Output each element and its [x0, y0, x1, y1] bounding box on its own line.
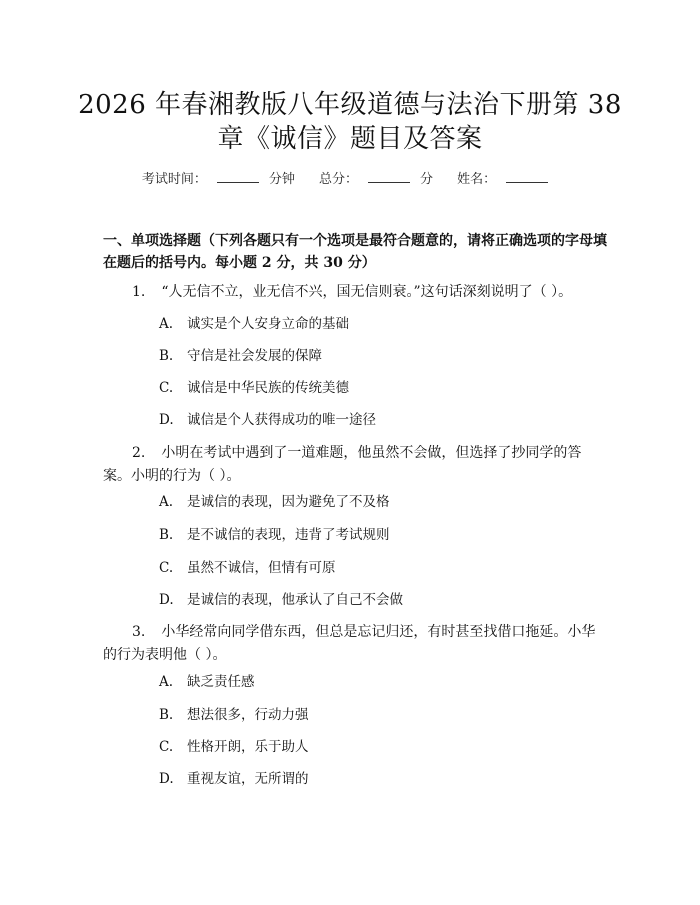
question-1-option-b	[159, 346, 322, 366]
exam-time-blank	[217, 170, 259, 183]
exam-time-unit: 分钟	[268, 172, 295, 187]
option-letter: D.	[159, 771, 174, 787]
question-2-text: 小明在考试中遇到了一道难题，他虽然不会做，但选择了抄同学的答案。小明的行为（ ）。	[103, 445, 582, 484]
question-3-number: 3.	[132, 624, 146, 640]
option-text: 想法很多，行动力强	[187, 707, 309, 723]
exam-score-blank	[368, 170, 410, 183]
option-letter: B.	[159, 527, 174, 543]
question-1-number: 1.	[132, 284, 146, 300]
option-letter: A.	[159, 494, 174, 510]
question-3-text: 小华经常向同学借东西，但总是忘记归还，有时甚至找借口拖延。小华的行为表明他（ ）。	[103, 624, 596, 663]
option-text: 性格开朗，乐于助人	[187, 739, 309, 755]
exam-name-field	[457, 172, 558, 187]
exam-time-field	[142, 172, 299, 187]
page-title-line-1: 2026 年春湘教版八年级道德与法治下册第 38	[78, 90, 622, 120]
exam-score-label: 总分：	[318, 172, 358, 187]
question-1-text: “人无信不立，业无信不兴，国无信则衰。”这句话深刻说明了（ ）。	[161, 284, 573, 300]
exam-time-label: 考试时间：	[141, 172, 207, 187]
question-3-option-b	[159, 705, 309, 725]
option-text: 诚信是中华民族的传统美德	[187, 380, 349, 396]
exam-name-label: 姓名：	[457, 172, 497, 187]
option-letter: B.	[159, 707, 174, 723]
option-letter: D.	[159, 412, 174, 428]
exam-score-field	[319, 172, 437, 187]
option-letter: C.	[159, 739, 174, 755]
option-letter: A.	[159, 674, 174, 690]
question-3-stem	[103, 621, 608, 667]
exam-score-unit: 分	[420, 172, 434, 187]
question-2-number: 2.	[132, 445, 146, 461]
question-1-option-d	[159, 410, 376, 430]
option-text: 是不诚信的表现，违背了考试规则	[187, 527, 390, 543]
exam-info-row	[0, 168, 700, 187]
option-text: 是诚信的表现，他承认了自己不会做	[187, 592, 403, 608]
exam-name-blank	[506, 170, 548, 183]
option-text: 缺乏责任感	[187, 674, 255, 690]
question-2-option-a	[159, 492, 390, 512]
option-text: 诚实是个人安身立命的基础	[187, 316, 349, 332]
option-letter: C.	[159, 380, 174, 396]
question-3-option-c	[159, 737, 309, 757]
option-text: 守信是社会发展的保障	[187, 348, 322, 364]
page-title-line-2: 章《诚信》题目及答案	[217, 124, 483, 154]
option-letter: D.	[159, 592, 174, 608]
option-text: 虽然不诚信，但情有可原	[187, 560, 336, 576]
question-2-option-d	[159, 590, 403, 610]
option-letter: B.	[159, 348, 174, 364]
question-2-stem	[103, 442, 608, 488]
question-1-option-a	[159, 314, 349, 334]
question-3-option-d	[159, 769, 309, 789]
question-2-option-b	[159, 525, 390, 545]
option-text: 是诚信的表现，因为避免了不及格	[187, 494, 390, 510]
option-letter: C.	[159, 560, 174, 576]
option-text: 诚信是个人获得成功的唯一途径	[187, 412, 376, 428]
section-heading: 一、单项选择题（下列各题只有一个选项是最符合题意的，请将正确选项的字母填在题后的括号内。每小题 2 分，共 30 分）	[103, 233, 607, 271]
question-2-option-c	[159, 558, 336, 578]
option-letter: A.	[159, 316, 174, 332]
option-text: 重视友谊，无所谓的	[187, 771, 309, 787]
question-1-option-c	[159, 378, 349, 398]
question-1-stem	[103, 281, 608, 304]
question-3-option-a	[159, 672, 255, 692]
